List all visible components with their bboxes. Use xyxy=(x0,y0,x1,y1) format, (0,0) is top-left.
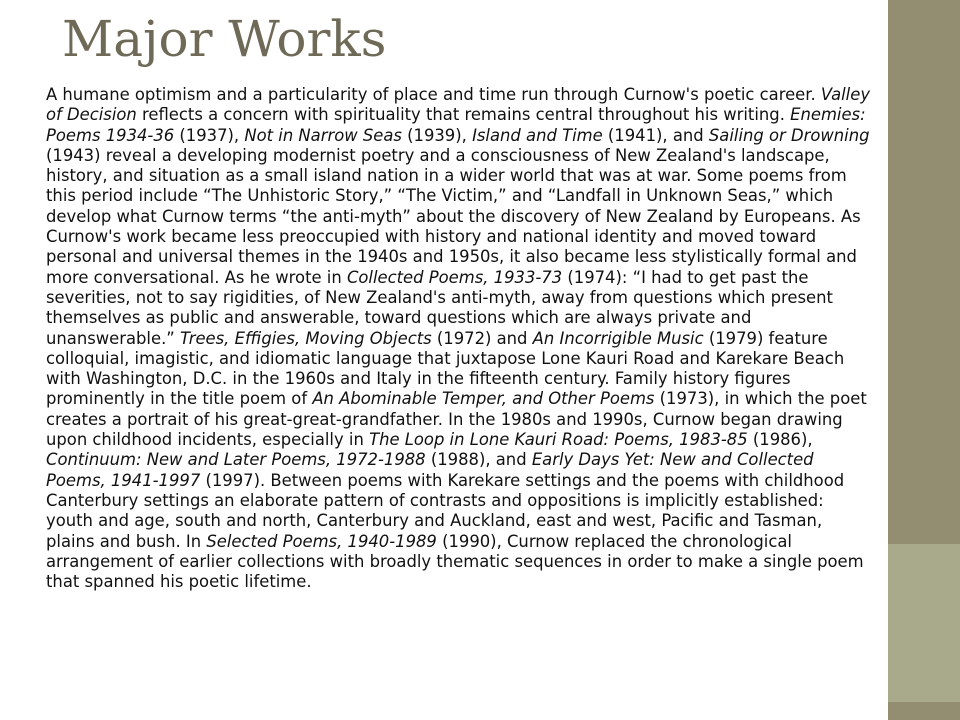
left-margin xyxy=(0,0,46,720)
text-run: (1943) reveal a developing modernist poetry and a consciousness of New Zealand's landscape, history, and situation as a small island nation in a wider world that was at war. Some poems from this period include “The Unhistoric Story,” “The Victim,” and “Landfall in Unknown Seas,” which develop what Curnow terms “the anti-myth” about the discovery of New Zealand by Europeans. As Curnow's work became less preoccupied with history and national identity and moved toward personal and universal themes in the 1940s and 1950s, it also became less stylistically formal and more conversational. As he wrote in xyxy=(46,145,861,287)
sidebar-band-mid xyxy=(888,544,960,702)
text-run: (1990), Curnow replaced the chronological arrangement of earlier collections with broadly thematic sequences in order to make a single poem that spanned his poetic lifetime. xyxy=(46,531,864,592)
text-run: (1973), in which the poet creates a portrait of his great-great-grandfather. In the 1980s and 1990s, Curnow began drawing upon childhood incidents, especially in xyxy=(46,389,867,450)
text-run: reflects a concern with spirituality that remains central throughout his writing. xyxy=(136,105,791,125)
decorative-sidebar xyxy=(888,0,960,720)
work-title: Continuum: New and Later Poems, 1972-1988 xyxy=(46,450,426,470)
work-title: Not in Narrow Seas xyxy=(244,125,402,145)
work-title: An Incorrigible Music xyxy=(532,328,704,348)
work-title: Trees, Effigies, Moving Objects xyxy=(179,328,432,348)
work-title: An Abominable Temper, and Other Poems xyxy=(312,389,655,409)
work-title: Collected Poems, 1933-73 xyxy=(346,267,563,287)
text-run: (1941), and xyxy=(602,125,709,145)
text-run: A humane optimism and a particularity of place and time run through Curnow's poetic career. xyxy=(46,85,821,104)
text-run: (1997). Between poems with Karekare settings and the poems with childhood Canterbury settings an elaborate pattern of contrasts and oppositions is implicitly established: youth and age, south and north, Canterbury and Auckland, east and west, Pacific and Tasman, plains and bush. In xyxy=(46,470,845,551)
sidebar-band-dark-top xyxy=(888,0,960,544)
text-run: (1937), xyxy=(174,125,245,145)
text-run: (1974): “I had to get past the severities, not to say rigidities, of New Zealand's anti-myth, away from questions which present themselves as public and answerable, toward questions which are always private and unanswerable.” xyxy=(46,267,833,348)
body-paragraph xyxy=(46,85,872,592)
work-title: Valley of Decision xyxy=(46,85,871,125)
text-run: (1972) and xyxy=(431,328,533,348)
work-title: Island and Time xyxy=(472,125,603,145)
work-title: Enemies: Poems 1934-36 xyxy=(46,105,866,145)
work-title: The Loop in Lone Kauri Road: Poems, 1983-85 xyxy=(369,430,748,450)
text-run: (1979) feature colloquial, imagistic, and idiomatic language that juxtapose Lone Kauri Road and Karekare Beach with Washington, D.C. in the 1960s and Italy in the fifteenth century. Family history figures prominently in the title poem of xyxy=(46,328,845,409)
sidebar-band-dark-bottom xyxy=(888,702,960,720)
work-title: Selected Poems, 1940-1989 xyxy=(206,531,437,551)
work-title: Early Days Yet: New and Collected Poems, 1941-1997 xyxy=(46,450,814,490)
text-run: (1988), and xyxy=(425,450,532,470)
text-run: (1986), xyxy=(747,430,813,450)
work-title: Sailing or Drowning xyxy=(708,125,870,145)
text-run: (1939), xyxy=(401,125,473,145)
slide-title: Major Works xyxy=(62,10,387,68)
